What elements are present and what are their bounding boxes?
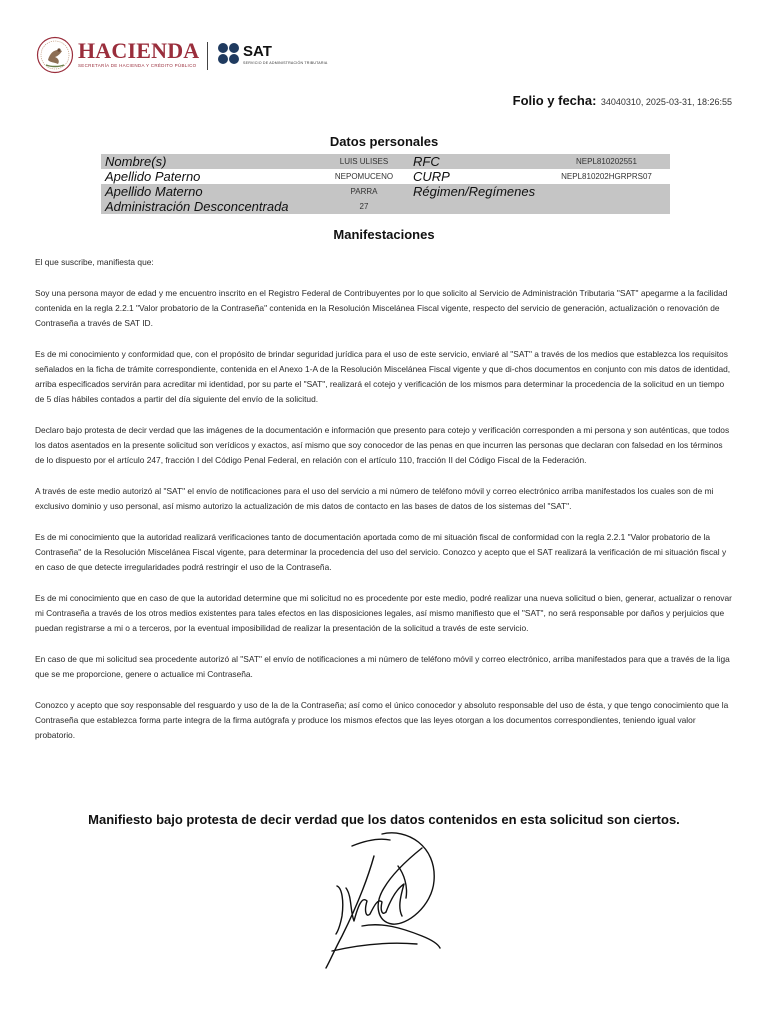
- field-label: Apellido Paterno: [105, 169, 201, 184]
- field-value: NEPL810202HGRPRS07: [561, 172, 652, 181]
- paragraph: En caso de que mi solicitud sea procedente autorizó al "SAT" el envío de notificaciones a mi número de teléfono móvil y correo electrónico, arriba manifestados para que a través de la liga que se me proporcione, genere o actualice mi Contraseña.: [35, 654, 730, 679]
- paragraph: A través de este medio autorizó al "SAT" el envío de notificaciones para el uso del servicio a mi número de teléfono móvil y correo electrónico arriba manifestados los cuales son de mi exclusivo dominio y uso personal, así mismo autorizo la actualización de mis datos de contacto en las bases de datos de los sistemas del "SAT".: [35, 486, 714, 511]
- field-label: Nombre(s): [101, 154, 315, 169]
- hacienda-logo-text: HACIENDA: [78, 38, 200, 63]
- handwritten-signature: [312, 826, 462, 976]
- field-label: Régimen/Regímenes: [413, 184, 543, 199]
- paragraph: Es de mi conocimiento que en caso de que la autoridad determine que mi solicitud no es procedente por este medio, podré realizar una nueva solicitud o bien, generar, actualizar o renovar mi Contraseña a través de los otros medios existentes para tales efectos en las disposiciones legales, así mismo manifiesto que el "SAT", no será responsable por daños y perjuicios que puedan registrarse a mi o a terceros, por la eventual imposibilidad de realizar la presentación de la solicitud a través de este servicio.: [35, 593, 732, 633]
- paragraph: Es de mi conocimiento y conformidad que, con el propósito de brindar seguridad jurídica para el uso de este servicio, enviaré al "SAT" a través de los medios que establezca los requisitos señalados en la ficha de trámite correspondiente, contenida en el Anexo 1-A de la Resolución Miscelánea Fiscal vigente y que di-chos documentos en conjunto con mis datos de identidad, arriba especificados servirán para acreditar mi identidad, por su parte el "SAT", realizará el cotejo y verificación de los mismos para determinar la procedencia de la solicitud en un tiempo de 5 días hábiles contados a partir del día siguiente del envío de la solicitud.: [35, 349, 731, 404]
- manifestaciones-body: [35, 255, 733, 759]
- table-row: [101, 184, 670, 199]
- field-value: PARRA: [315, 184, 413, 199]
- hacienda-logo-subtitle: SECRETARÍA DE HACIENDA Y CRÉDITO PÚBLICO: [78, 63, 197, 68]
- table-row: [101, 199, 670, 214]
- datos-personales-table: [101, 154, 670, 214]
- field-label: RFC: [413, 154, 543, 169]
- table-row: [101, 169, 670, 184]
- paragraph: Conozco y acepto que soy responsable del resguardo y uso de la de la Contraseña; así como el único conocedor y absoluto responsable del uso de ésta, y que tengo conocimiento que la Contraseña que establezca forma parte integra de la firma autógrafa y produce los mismos efectos que las leyes otorgan a los documentos correspondientes, teniendo igual valor probatorio.: [35, 700, 729, 740]
- folio-label: Folio y fecha:: [512, 93, 597, 108]
- field-label: CURP: [413, 169, 450, 184]
- field-value: 27: [315, 199, 413, 214]
- manifestaciones-title: Manifestaciones: [333, 227, 435, 242]
- field-value: [543, 184, 670, 199]
- document-header: [34, 36, 734, 76]
- paragraph: Soy una persona mayor de edad y me encuentro inscrito en el Registro Federal de Contribuyentes por lo que solicito al Servicio de Administración Tributaria "SAT" apegarme a la facilidad contenida en la regla 2.2.1 "Valor probatorio de la Contraseña" contenida en la Resolución Miscelánea Fiscal vigente, respecto del servicio de generación, actualización o renovación de Contraseña a través de SAT ID.: [35, 288, 728, 328]
- paragraph: Es de mi conocimiento que la autoridad realizará verificaciones tanto de documentación aportada como de mi situación fiscal de conformidad con la regla 2.2.1 "Valor probatorio de la Contraseña" de la Resolución Miscelánea Fiscal vigente, para determinar la procedencia del uso del servicio. Conozco y acepto que el SAT realizará la verificación de mi situación fiscal y en caso de que detecte irregularidades podrá restringir el uso de la Contraseña.: [35, 532, 727, 572]
- folio-line: [513, 92, 732, 110]
- sat-logo-text: SAT: [243, 43, 272, 60]
- field-label: Administración Desconcentrada: [101, 199, 315, 214]
- field-label: Apellido Materno: [101, 184, 315, 199]
- sat-logo-icon: [217, 42, 241, 66]
- table-row: [101, 154, 670, 169]
- mexican-coat-of-arms-icon: [36, 36, 74, 74]
- paragraph: El que suscribe, manifiesta que:: [35, 257, 154, 267]
- sat-logo-subtitle: SERVICIO DE ADMINISTRACIÓN TRIBUTARIA: [243, 61, 328, 65]
- logo-divider: [207, 42, 208, 70]
- datos-personales-title: Datos personales: [329, 134, 439, 149]
- field-value: NEPOMUCENO: [334, 172, 394, 181]
- field-value: [543, 199, 670, 214]
- field-value: LUIS ULISES: [315, 154, 413, 169]
- paragraph: Declaro bajo protesta de decir verdad que las imágenes de la documentación e información que presento para cotejo y verificación corresponden a mi persona y son auténticas, que todos los datos asentados en la presente solicitud son verídicos y exactos, así mismo que soy conocedor de las penas en que incurren las personas que declaran con falsedad en los términos de lo dispuesto por el artículo 247, fracción I del Código Penal Federal, en relación con el artículo 110, fracción II del Código Fiscal de la Federación.: [35, 425, 730, 465]
- field-label: [413, 199, 543, 214]
- folio-value: 34040310, 2025-03-31, 18:26:55: [600, 97, 732, 107]
- declaration-statement: Manifiesto bajo protesta de decir verdad que los datos contenidos en esta solicitud son ciertos.: [88, 812, 680, 827]
- field-value: NEPL810202551: [543, 154, 670, 169]
